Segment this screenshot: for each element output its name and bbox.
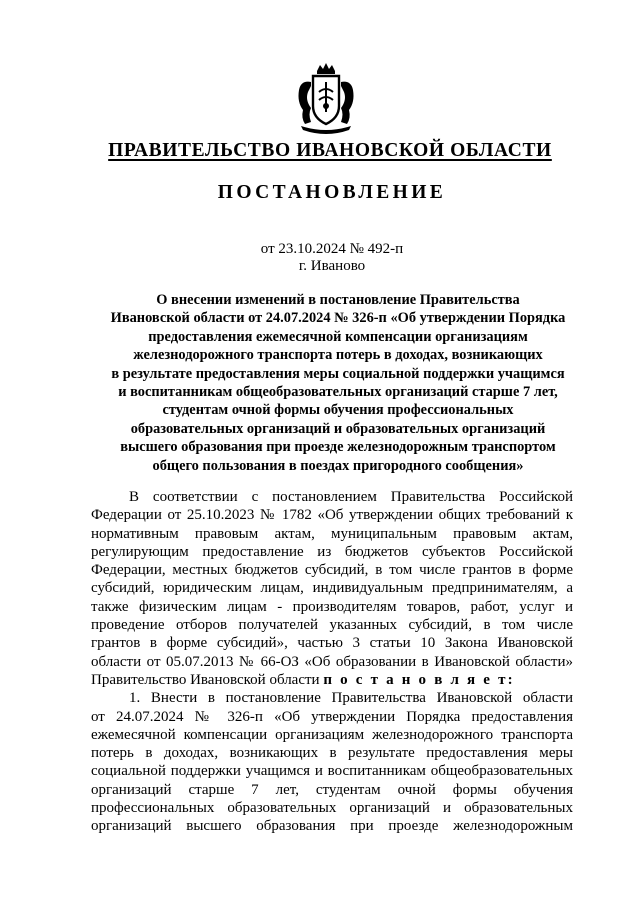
- body-line: грантов в форме субсидий», частью 3 статьи 10 Закона Ивановской: [91, 635, 573, 652]
- body-line: нормативным правовым актам, муниципальным правовым актам,: [91, 525, 573, 542]
- body-line: субсидий, юридическим лицам, индивидуальным предпринимателям, а: [91, 580, 573, 597]
- heading-line: общего пользования в поездах пригородного сообщения»: [152, 457, 524, 474]
- document-type-title: ПОСТАНОВЛЕНИЕ: [217, 182, 447, 203]
- ivanovo-coat-of-arms-icon: [291, 62, 361, 134]
- body-line: также физическим лицам - производителям товаров, работ, услуг и: [91, 598, 573, 615]
- document-date-number: от 23.10.2024 № 492-п: [260, 241, 404, 257]
- item-line: организаций старше 7 лет, студентам очной формы обучения: [91, 781, 573, 798]
- resolves-line: [91, 671, 573, 689]
- heading-line: Ивановской области от 24.07.2024 № 326-п «Об утверждении Порядка: [110, 310, 566, 327]
- heading-line: образовательных организаций и образовательных организаций: [130, 420, 546, 437]
- item-line: ежемесячной компенсации организациям железнодорожного транспорта: [91, 726, 573, 743]
- item-line: потерь в доходах, возникающих в результате предоставления меры: [91, 745, 573, 762]
- body-line: регулирующим предоставление из бюджетов субъектов Российской: [91, 543, 573, 560]
- heading-line: в результате предоставления меры социальной поддержки учащимся: [111, 365, 565, 382]
- document-city: г. Иваново: [298, 258, 366, 274]
- heading-line: предоставления ежемесячной компенсации организациям: [148, 328, 528, 345]
- item-line: от 24.07.2024 № 326-п «Об утверждении Порядка предоставления: [91, 708, 573, 725]
- heading-line: О внесении изменений в постановление Правительства: [156, 292, 520, 308]
- government-title: ПРАВИТЕЛЬСТВО ИВАНОВСКОЙ ОБЛАСТИ: [108, 140, 552, 161]
- body-line: проведение отборов получателей указанных субсидий, в том числе: [91, 617, 573, 634]
- resolution-heading: [88, 291, 588, 475]
- item-line: профессиональных образовательных организаций и образовательных: [91, 800, 573, 817]
- heading-line: и воспитанникам общеобразовательных организаций старше 7 лет,: [118, 384, 558, 401]
- resolves-prefix: Правительство Ивановской области: [91, 671, 320, 688]
- heading-line: железнодорожного транспорта потерь в доходах, возникающих: [133, 347, 543, 364]
- resolution-body: [91, 488, 573, 836]
- body-line: Федерации от 25.10.2023 № 1782 «Об утверждении общих требований к: [91, 507, 573, 524]
- resolves-word: п о с т а н о в л я е т:: [323, 671, 515, 688]
- item-line: социальной поддержки учащимся и воспитанникам общеобразовательных: [91, 763, 573, 780]
- body-line: области от 05.07.2013 № 66-ОЗ «Об образовании в Ивановской области»: [91, 653, 573, 670]
- heading-line: студентам очной формы обучения профессиональных: [162, 402, 514, 419]
- heading-line: высшего образования при проезде железнодорожным транспортом: [120, 439, 556, 456]
- item-line: 1. Внести в постановление Правительства Ивановской области: [129, 690, 573, 707]
- body-line: В соответствии с постановлением Правительства Российской: [129, 489, 573, 505]
- item-line: организаций высшего образования при проезде железнодорожным: [91, 818, 573, 835]
- body-line: Федерации, местных бюджетов субсидий, в том числе грантов в форме: [91, 562, 573, 579]
